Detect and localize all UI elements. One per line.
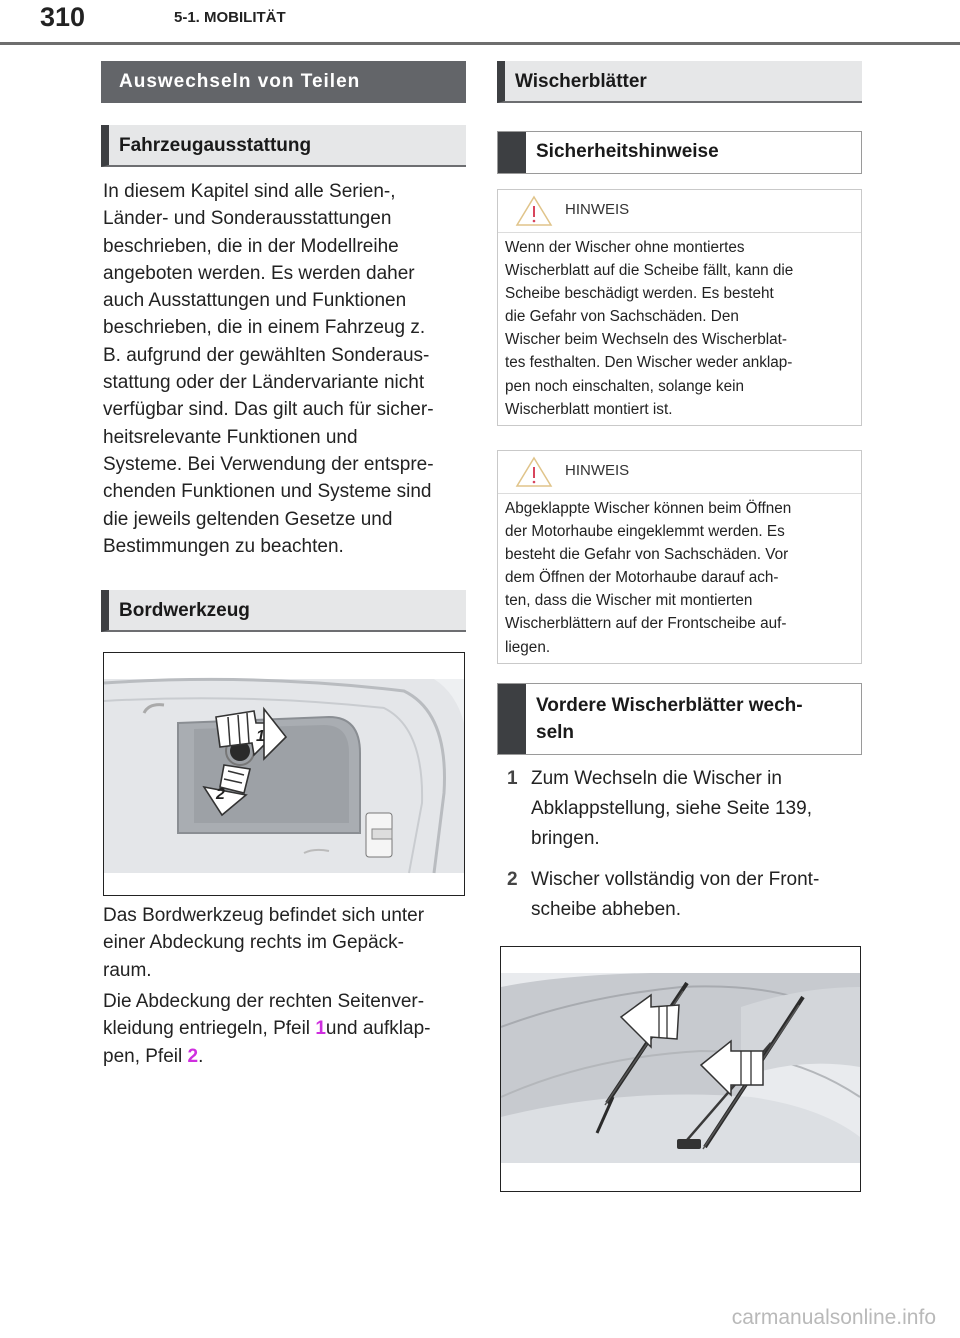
text-line: raum. <box>103 959 152 981</box>
equipment-paragraph <box>103 178 468 560</box>
equipment-line: Länder- und Sonderausstattungen <box>103 208 392 230</box>
callout-2: 2 <box>216 786 225 803</box>
equipment-line: verfügbar sind. Das gilt auch für sicher- <box>103 399 434 421</box>
equipment-line: beschrieben, die in der Modellreihe <box>103 235 399 257</box>
text-line: pen, Pfeil 2. <box>103 1045 204 1067</box>
warning-triangle-icon <box>515 456 553 488</box>
safety-notes-title: Sicherheitshinweise <box>536 141 719 162</box>
note-box-1 <box>497 189 862 426</box>
front-wiper-title: Vordere Wischerblätter wech- seln <box>536 695 803 743</box>
step-number: 2 <box>507 869 518 890</box>
section-tab <box>498 132 526 173</box>
watermark: carmanualsonline.info <box>731 1306 936 1329</box>
equipment-line: auch Ausstattungen und Funktionen <box>103 290 407 312</box>
text-line: Die Abdeckung der rechten Seitenver- <box>103 991 425 1012</box>
step-text: Zum Wechseln die Wischer in Abklappstellung, siehe Seite 139, bringen. <box>531 768 812 849</box>
equipment-line: In diesem Kapitel sind alle Serien-, <box>103 181 396 202</box>
equipment-line: angeboten werden. Es werden daher <box>103 262 415 284</box>
callout-1: 1 <box>256 728 265 745</box>
windshield-wiper-illustration <box>500 946 861 1192</box>
equipment-line: B. aufgrund der gewählten Sonderaus- <box>103 344 430 366</box>
section-title-replacing-parts: Auswechseln von Teilen <box>101 61 466 103</box>
trunk-illustration <box>103 652 465 896</box>
cover-instructions-paragraph <box>103 988 473 1070</box>
text-line: kleidung entriegeln, Pfeil 1und aufklap- <box>103 1018 431 1040</box>
subsection-title-toolkit: Bordwerkzeug <box>101 590 466 632</box>
toolkit-location-paragraph <box>103 902 468 984</box>
equipment-line: heitsrelevante Funktionen und <box>103 426 358 448</box>
list-item <box>497 865 867 929</box>
note-label: HINWEIS <box>565 462 630 479</box>
steps-list <box>497 764 867 929</box>
equipment-line: Bestimmungen zu beachten. <box>103 535 344 557</box>
section-title-wiper-blades: Wischerblätter <box>497 61 862 103</box>
list-item <box>497 764 867 857</box>
equipment-line: Systeme. Bei Verwendung der entspre- <box>103 453 434 475</box>
equipment-line: chenden Funktionen und Systeme sind <box>103 481 432 503</box>
subsection-safety-notes <box>497 131 862 174</box>
section-tab <box>498 684 526 754</box>
chapter-title: 5-1. MOBILITÄT <box>174 9 286 26</box>
equipment-line: beschrieben, die in einem Fahrzeug z. <box>103 317 426 339</box>
warning-triangle-icon <box>515 195 553 227</box>
equipment-line: stattung oder der Ländervariante nicht <box>103 372 425 394</box>
text-line: einer Abdeckung rechts im Gepäck- <box>103 932 404 954</box>
note-label: HINWEIS <box>565 201 630 218</box>
subsection-front-wiper-blades <box>497 683 862 755</box>
step-text: Wischer vollständig von der Front- scheibe abheben. <box>531 869 820 920</box>
note-box-2 <box>497 450 862 664</box>
note-text: Abgeklappte Wischer können beim Öffnen der Motorhaube eingeklemmt werden. Es besteht die Gefahr von Sachschäden. Vor dem Öffnen der Motorhaube darauf ach- ten, dass die Wischer mit montierten Wischerblättern auf der Frontscheibe auf- liegen. <box>505 500 792 656</box>
arrow-ref-2: 2 <box>187 1045 199 1067</box>
equipment-line: die jeweils geltenden Gesetze und <box>103 508 393 530</box>
page-number: 310 <box>40 2 86 32</box>
text-line: Das Bordwerkzeug befindet sich unter <box>103 905 425 926</box>
arrow-ref-1: 1 <box>315 1018 326 1040</box>
step-number: 1 <box>507 768 518 789</box>
header-rule <box>0 42 960 45</box>
subsection-title-equipment: Fahrzeugausstattung <box>101 125 466 167</box>
note-text: Wenn der Wischer ohne montiertes Wischerblatt auf die Scheibe fällt, kann die Scheibe beschädigt werden. Es besteht die Gefahr von Sachschäden. Den Wischer beim Wechseln des Wischerblat- tes festhalten. Den Wischer weder anklap- pen noch einschalten, solange kein Wischerblatt montiert ist. <box>505 239 794 418</box>
